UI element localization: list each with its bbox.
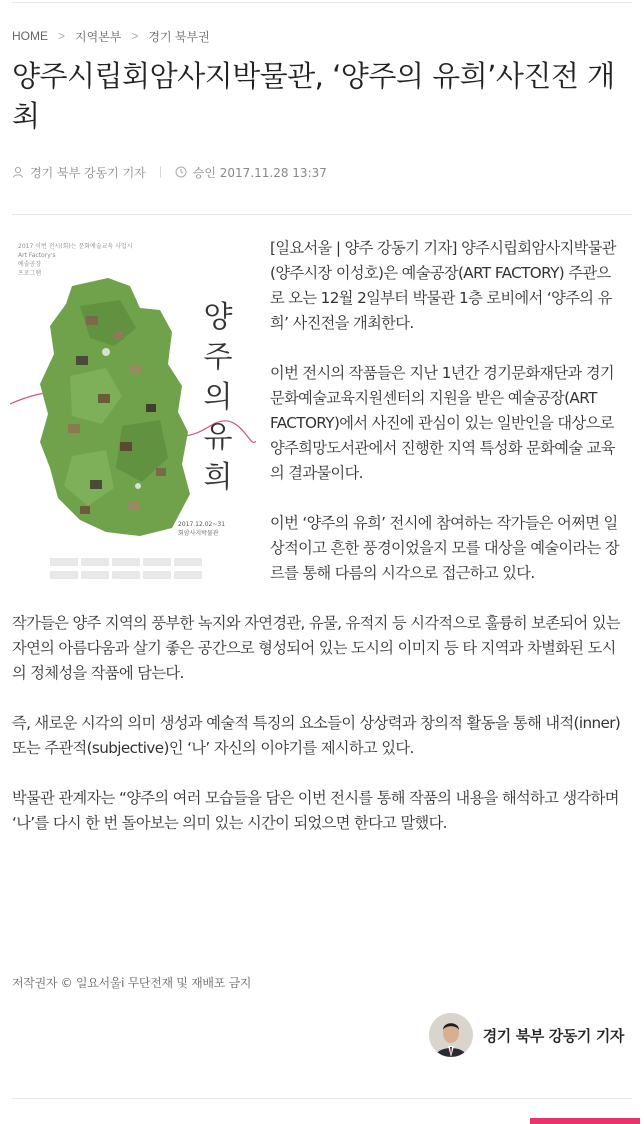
clock-icon xyxy=(175,166,187,178)
footer-divider xyxy=(12,1098,632,1099)
top-divider xyxy=(12,2,632,3)
poster-top-text: 2017 이번 전시(회)는 문화예술교육 사업시 Art Factory's 예술공장 프로그램 xyxy=(18,243,133,277)
header-divider xyxy=(12,214,632,215)
article-headline: 양주시립회암사지박물관, ‘양주의 유희’사진전 개최 xyxy=(12,59,615,133)
sponsor-logo xyxy=(112,571,140,579)
sponsor-logo xyxy=(112,558,140,566)
breadcrumb xyxy=(12,27,210,45)
breadcrumb-gyeonggi-north[interactable]: 경기 북부권 xyxy=(148,29,210,44)
breadcrumb-home[interactable]: HOME xyxy=(12,29,48,43)
author-name[interactable]: 경기 북부 강동기 기자 xyxy=(482,1026,624,1045)
person-icon xyxy=(12,166,24,178)
poster-title: 양주의 유희 xyxy=(203,300,233,495)
byline-approved-time: 승인 2017.11.28 13:37 xyxy=(192,165,327,180)
sponsor-logo xyxy=(143,571,171,579)
sponsor-logo xyxy=(81,558,109,566)
article-paragraph: 즉, 새로운 시각의 의미 생성과 예술적 특징의 요소들이 상상력과 창의적 활동을 통해 내적(inner) 또는 주관적(subjective)인 ‘나’ 자신의 이야기를 제시하고 있다. xyxy=(12,714,621,757)
byline-divider xyxy=(160,166,161,178)
poster-date: 2017.12.02~31 회암사지박물관 xyxy=(178,521,226,537)
chevron-right-icon: > xyxy=(131,29,139,43)
article-byline xyxy=(12,163,327,181)
sponsor-logo xyxy=(50,571,78,579)
author-box[interactable] xyxy=(429,1013,624,1057)
byline-author: 경기 북부 강동기 기자 xyxy=(30,165,146,180)
article-paragraph: [일요서울 | 양주 강동기 기자] 양주시립회암사지박물관(양주시장 이성호)은 예술공장(ART FACTORY) 주관으로 오는 12월 2일부터 박물관 1층 로비에서 ‘양주의 유희’ 사진전을 개최한다. xyxy=(270,239,616,332)
sponsor-logo xyxy=(143,558,171,566)
copyright-notice: 저작권자 © 일요서울i 무단전재 및 재배포 금지 xyxy=(12,976,252,990)
reporter-photo-icon xyxy=(429,1013,473,1057)
breadcrumb-regional-hq[interactable]: 지역본부 xyxy=(75,29,122,44)
article-paragraph: 작가들은 양주 지역의 풍부한 녹지와 자연경관, 유물, 유적지 등 시각적으로 훌륭히 보존되어 있는 자연의 아름다움과 살기 좋은 공간으로 형성되어 있는 도시의 이미지 등 타 지역과 차별화된 도시의 정체성을 작품에 담는다. xyxy=(12,614,620,682)
article-paragraph: 박물관 관계자는 “양주의 여러 모습들을 담은 이번 전시를 통해 작품의 내용을 해석하고 생각하며 ‘나’를 다시 한 번 돌아보는 의미 있는 시간이 되었으면 한다고 말했다. xyxy=(12,789,619,832)
chevron-right-icon: > xyxy=(58,29,66,43)
exhibition-poster-image[interactable] xyxy=(10,236,256,591)
article-paragraph: 이번 ‘양주의 유희’ 전시에 참여하는 작가들은 어쩌면 일상적이고 흔한 풍경이었을지 모를 대상을 예술이라는 장르를 통해 다름의 시각으로 접근하고 있다. xyxy=(270,514,620,582)
article-paragraph: 이번 전시의 작품들은 지난 1년간 경기문화재단과 경기문화예술교육지원센터의 지원을 받은 예술공장(ART FACTORY)에서 사진에 관심이 있는 일반인을 대상으로 양주희망도서관에서 진행한 지역 특성화 문화예술 교육의 결과물이다. xyxy=(270,364,615,482)
accent-bar xyxy=(530,1118,640,1124)
sponsor-logo xyxy=(81,571,109,579)
sponsor-logo xyxy=(174,558,202,566)
sponsor-logo xyxy=(174,571,202,579)
sponsor-logo xyxy=(50,558,78,566)
avatar[interactable] xyxy=(429,1013,473,1057)
poster-sponsor-logos xyxy=(50,558,230,580)
